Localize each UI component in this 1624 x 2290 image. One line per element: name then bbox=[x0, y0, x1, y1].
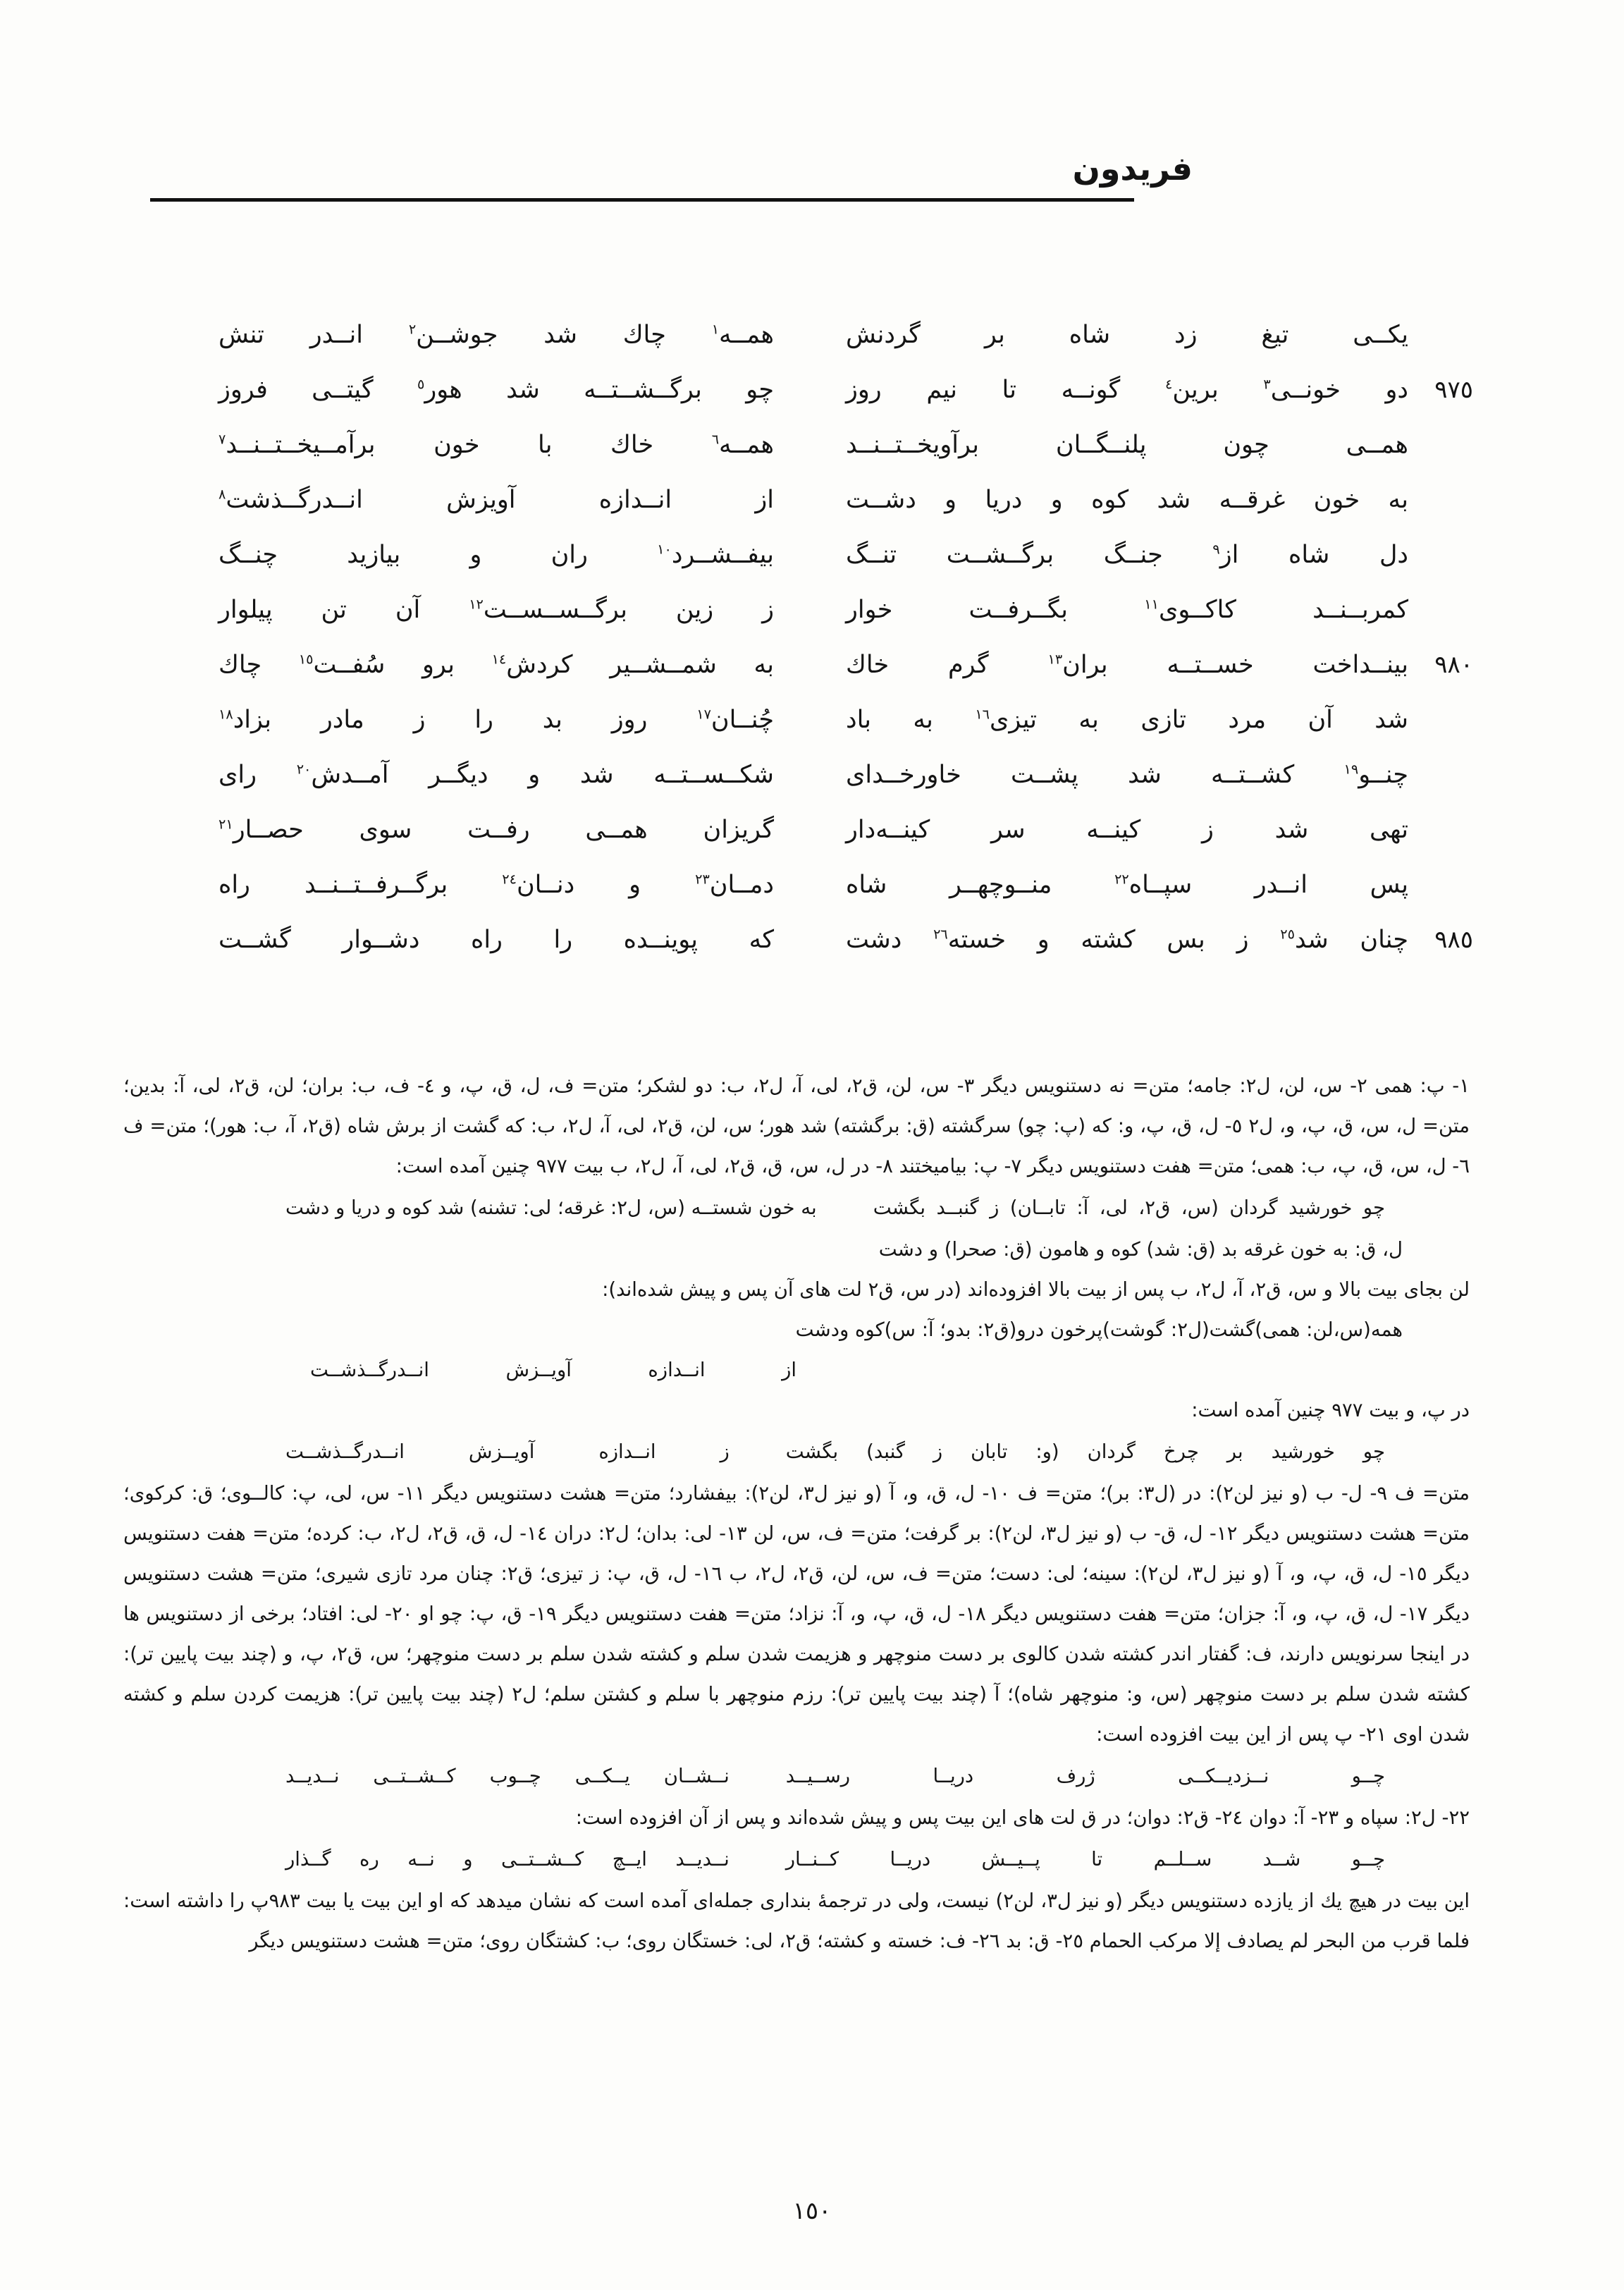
hemistich-right: چنــو$^{١٩}$ كشــتــه شد پشــت خاورخــداى bbox=[846, 761, 1408, 789]
apparatus-variant-verse bbox=[123, 1310, 1470, 1390]
running-head: فريدون bbox=[1072, 149, 1193, 188]
variant-hemistich-right: چو خورشيد گردان (س، ق٢، لى، آ: تابــان) ز گنبــد بگشت bbox=[873, 1196, 1385, 1219]
hemistich-left: بيفــشــرد$^{١٠}$ ران و بيازيد چنــگ bbox=[219, 541, 774, 569]
apparatus-note: ١- پ: همى ٢- س، لن، ل٢: جامه؛ متن= نه دستنويس ديگر ٣- س، لن، ق٢، لى، آ، ل٢، ب: دو لشكر؛ متن= ف، ل، ق، پ، و ٤- ف، ب: بران؛ لن، ق٢، لى، آ: بدين؛ متن= ل، س، ق، پ، و، ل٢ ٥- ل، ق، پ، و: كه (پ: چو) سرگشته (ق: برگشته) شد هور؛ س، لن، ق٢، لى، آ، ل٢، ب: كه گشت از برش شاه (ق٢، آ، ب: هور)؛ متن= ف ٦- ل، س، ق، پ، ب: همى؛ متن= هفت دستنويس ديگر ٧- پ: بياميختند ٨- در ل، س، ق، ق٢، لى، آ، ل٢، ب بيت ٩٧٧ چنين آمده است: bbox=[123, 1074, 1470, 1177]
verse-row bbox=[211, 637, 1473, 692]
hemistich-right: بينــداخت خســتــه بران$^{١٣}$ گرم خاك bbox=[846, 651, 1409, 679]
apparatus-note: اين بيت در هيچ يك از يازده دستنويس ديگر (و نيز ل٣، لن٢) نيست، ولى در ترجمهٔ بندارى جمله‌اى آمده است كه نشان ميدهد كه او اين بيت يا بيت ٩٨٣پ را داشته است: فلما قرب من البحر لم يصادف إلا مركب الحمام ٢٥- ق: بد ٢٦- ف: خسته و كشته؛ ق٢، لى: خستگان روى؛ ب: كشتگان روى؛ متن= هشت دستنويس ديگر bbox=[123, 1890, 1470, 1952]
verse-row bbox=[211, 527, 1473, 582]
apparatus-note: لن بجاى بيت بالا و س، ق٢، آ، ل٢، ب پس از بيت بالا افزوده‌اند (در س، ق٢ لت هاى آن پس و پيش شده‌اند): bbox=[602, 1278, 1470, 1301]
apparatus-variant-verse bbox=[123, 1188, 1470, 1228]
variant-hemistich-left: از انــدازه آويــزش انــدرگــذشــت bbox=[310, 1359, 796, 1381]
hemistich-right: چنان شد$^{٢٥}$ ز بس كشته و خسته$^{٢٦}$ دشت bbox=[846, 926, 1409, 954]
page-number: ١٥٠ bbox=[792, 2197, 832, 2225]
verse-row bbox=[211, 912, 1473, 967]
variant-hemistich-right: چــو نــزديــكــى ژرف دريــا رســيــد bbox=[785, 1765, 1385, 1787]
apparatus-note: ل، ق: به خون غرقه بد (ق: شد) كوه و هامون (ق: صحرا) و دشت bbox=[878, 1238, 1403, 1261]
hemistich-left: ز زين برگــســســت$^{١٢}$ آن تن پيلوار bbox=[219, 596, 774, 624]
critical-apparatus bbox=[123, 1066, 1470, 1961]
verse-row bbox=[211, 747, 1473, 802]
hemistich-left: شكــســتــه شد و ديگــر آمــدش$^{٢٠}$ راى bbox=[219, 761, 774, 789]
apparatus-variant-verse bbox=[123, 1756, 1470, 1796]
hemistich-right: كمربــنــد كاكــوى$^{١١}$ بگــرفــت خوار bbox=[846, 596, 1409, 624]
hemistich-left: همــه$^١$ چاك شد جوشــن$^٢$ انــدر تنش bbox=[219, 321, 774, 349]
verse-row bbox=[211, 307, 1473, 362]
apparatus-note: ٢٢- ل٢: سپاه و ٢٣- آ: دوان ٢٤- ق٢: دوان؛ در ق لت هاى اين بيت پس و پيش شده‌اند و پس از آن افزوده است: bbox=[575, 1806, 1470, 1829]
verse-row bbox=[211, 472, 1473, 527]
variant-hemistich-right: چــو شــد ســلــم تا پــيــش دريــا كــنــار bbox=[785, 1848, 1385, 1870]
apparatus-note: متن= ف ٩- ل- ب (و نيز لن٢): در (ل٣: بر)؛ متن= ف ١٠- ل، ق، و، آ (و نيز ل٣، لن٢): بيفشارد؛ متن= هشت دستنويس ديگر ١١- س، لى، پ: كالــوى؛ ق: كركوى؛ متن= هشت دستنويس ديگر ١٢- ل، ق- ب (و نيز ل٣، لن٢): بر گرفت؛ متن= ف، س، لن ١٣- لى: بدان؛ ل٢: دران ١٤- ل، ق، ق٢، ل٢، ب: كرده؛ متن= هفت دستنويس ديگر ١٥- ل، ق، پ، و، آ (و نيز ل٣، لن٢): سينه؛ لى: دست؛ متن= ف، س، لن، ق٢، ل٢، ب ١٦- ل، ق، پ: ز تيزى؛ ق٢: چنان مرد تازى شيرى؛ متن= هشت دستنويس ديگر ١٧- ل، ق، پ، و، آ: جزان؛ متن= هفت دستنويس ديگر ١٨- ل، ق، پ، و، آ: نزاد؛ متن= هفت دستنويس ديگر ١٩- ق، پ: چو او ٢٠- لى: افتاد؛ برخى از دستنويس ها در اينجا سرنويس دارند، ف: گفتار اندر كشته شدن كالوى بر دست منوچهر و هزيمت شدن سلم و كشته شدن سلم بر دست منوچهر؛ س، ق٢، پ، و (چند بيت پايين تر): كشته شدن سلم بر دست منوچهر (س، و: منوچهر شاه)؛ آ (چند بيت پايين تر): رزم منوچهر با سلم و كشتن سلم؛ ل٢ (چند بيت پايين تر): هزيمت كردن سلم و كشته شدن اوى ٢١- پ پس از اين بيت افزوده است: bbox=[123, 1482, 1470, 1746]
poem-block bbox=[211, 307, 1473, 967]
hemistich-left: گريزان همــى رفــت سوى حصــار$^{٢١}$ bbox=[219, 816, 774, 844]
verse-row bbox=[211, 692, 1473, 747]
hemistich-left: چُنــان$^{١٧}$ روز بد را ز مادر بزاد$^{١٨}$ bbox=[219, 706, 774, 734]
hemistich-right: پس انــدر سپــاه$^{٢٢}$ منــوچهــر شاه bbox=[846, 871, 1408, 899]
verse-row bbox=[211, 802, 1473, 857]
hemistich-right: همــى چون پلنــگــان برآويخــتــنــد bbox=[846, 431, 1408, 459]
hemistich-left: چو برگــشــتــه شد هور$^٥$ گيتــى فروز bbox=[219, 376, 774, 404]
hemistich-right: شد آن مرد تازى به تيزى$^{١٦}$ به باد bbox=[846, 706, 1408, 734]
hemistich-right: به خون غرقــه شد كوه و دريا و دشــت bbox=[846, 486, 1408, 514]
verse-number: ٩٨٠ bbox=[1434, 651, 1473, 679]
hemistich-left: دمــان$^{٢٣}$ و دنــان$^{٢٤}$ برگــرفــتــنــد راه bbox=[219, 871, 775, 899]
variant-hemistich-left: نــشــان يــكــى چــوب كــشــتــى نــديــد bbox=[285, 1765, 730, 1787]
verse-row bbox=[211, 417, 1473, 472]
apparatus-note: در پ، و بيت ٩٧٧ چنين آمده است: bbox=[1191, 1399, 1470, 1421]
hemistich-right: يكــى تيغ زد شاه بر گردنش bbox=[846, 321, 1408, 349]
verse-number: ٩٨٥ bbox=[1434, 926, 1473, 954]
variant-hemistich-right: چو خورشيد بر چرخ گردان (و: تابان ز گنبد) بگشت bbox=[785, 1440, 1385, 1463]
hemistich-left: از انــدازه آويزش انــدرگــذشت$^٨$ bbox=[219, 486, 774, 514]
hemistich-right: تهى شد ز كينــه سر كينــه‌دار bbox=[846, 816, 1408, 844]
hemistich-left: كه پوينــده را راه دشــوار گشــت bbox=[219, 926, 774, 954]
variant-hemistich-left: به خون شستــه (س، ل٢: غرقه؛ لى: تشنه) شد كوه و دريا و دشت bbox=[285, 1196, 817, 1219]
verse-row bbox=[211, 857, 1473, 912]
verse-row bbox=[211, 362, 1473, 417]
variant-hemistich-left: ز انــدازه آويــزش انــدرگــذشــت bbox=[285, 1440, 730, 1463]
hemistich-right: دل شاه از$^٩$ جنــگ برگــشــت تنــگ bbox=[846, 541, 1408, 569]
verse-number: ٩٧٥ bbox=[1434, 376, 1473, 404]
verse-row bbox=[211, 582, 1473, 637]
hemistich-right: دو خونــى$^٣$ برين$^٤$ گونــه تا نيم روز bbox=[846, 376, 1409, 404]
variant-hemistich-left: نــديــد ايــچ كــشــتــى و نــه ره گــذار bbox=[285, 1848, 730, 1870]
hemistich-left: به شمــشــير كردش$^{١٤}$ برو سُفــت$^{١٥}$ چاك bbox=[219, 651, 774, 679]
apparatus-variant-verse bbox=[123, 1432, 1470, 1472]
apparatus-variant-verse bbox=[123, 1839, 1470, 1880]
hemistich-left: همــه$^٦$ خاك با خون برآمــيخــتــنــد$^٧$ bbox=[219, 431, 774, 459]
header-rule bbox=[150, 198, 1134, 202]
variant-hemistich-right: همه(س،لن: همى)گشت(ل٢: گوشت)پرخون درو(ق٢: بدو؛ آ: س)كوه ودشت bbox=[795, 1318, 1403, 1341]
